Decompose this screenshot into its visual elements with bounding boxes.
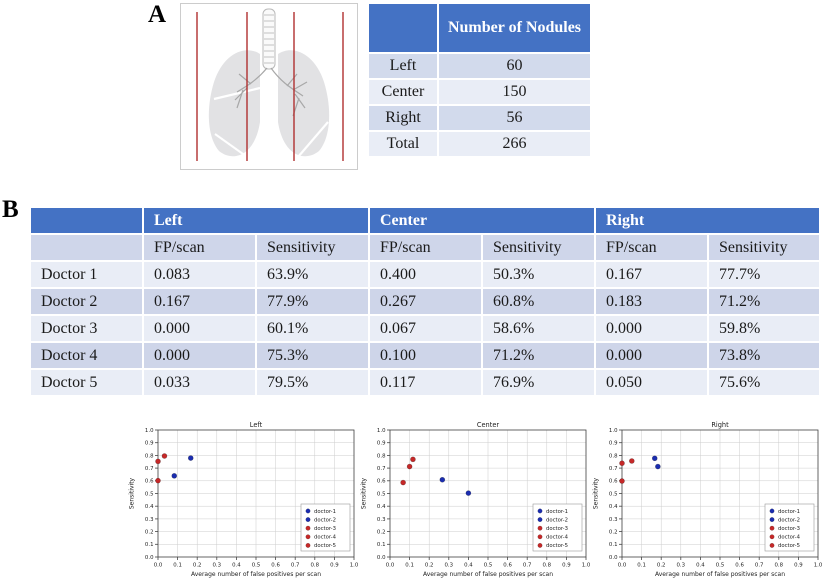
value-cell: 0.000 xyxy=(595,315,708,342)
panel-b-label: B xyxy=(2,196,19,223)
value-cell: 60.8% xyxy=(482,288,595,315)
x-tick-label: 1.0 xyxy=(813,562,822,569)
y-tick-label: 0.3 xyxy=(608,516,618,523)
legend-label: doctor-4 xyxy=(546,534,568,541)
table-row xyxy=(368,105,591,131)
table-row xyxy=(368,79,591,105)
value-cell: 0.167 xyxy=(595,261,708,288)
y-tick-label: 0.5 xyxy=(608,491,618,498)
x-tick-label: 0.0 xyxy=(617,562,627,569)
value-cell: 56 xyxy=(438,105,591,131)
scatter-plot-center xyxy=(358,420,590,583)
doctor-performance-table xyxy=(30,207,820,396)
scatter-chart-svg xyxy=(590,420,822,583)
y-tick-label: 0.8 xyxy=(608,453,618,460)
legend-label: doctor-3 xyxy=(778,526,800,532)
chart-title: Left xyxy=(249,421,263,429)
group-header-center: Center xyxy=(369,207,595,234)
value-cell: 266 xyxy=(438,131,591,157)
data-point xyxy=(172,473,177,478)
y-tick-label: 0.6 xyxy=(144,478,154,485)
legend-marker xyxy=(538,535,542,539)
data-point xyxy=(410,457,415,462)
y-tick-label: 0.1 xyxy=(608,542,618,549)
sub-header-cell: FP/scan xyxy=(595,234,708,261)
data-point xyxy=(401,480,406,485)
y-tick-label: 0.1 xyxy=(376,542,386,549)
value-cell: 77.9% xyxy=(256,288,369,315)
x-tick-label: 0.6 xyxy=(503,562,512,569)
group-header-row xyxy=(30,207,820,234)
x-tick-label: 0.9 xyxy=(330,562,339,569)
value-cell: 0.100 xyxy=(369,342,482,369)
right-lung-shape xyxy=(278,50,329,156)
y-tick-label: 0.9 xyxy=(144,440,154,447)
sub-header-cell: FP/scan xyxy=(143,234,256,261)
value-cell: 0.067 xyxy=(369,315,482,342)
x-tick-label: 0.3 xyxy=(444,562,454,569)
data-point xyxy=(655,464,660,469)
x-tick-label: 0.7 xyxy=(522,562,532,569)
data-point xyxy=(629,458,634,463)
scatter-chart-svg xyxy=(126,420,358,583)
value-cell: 77.7% xyxy=(708,261,820,288)
value-cell: 59.8% xyxy=(708,315,820,342)
y-tick-label: 0.4 xyxy=(608,504,618,511)
y-tick-label: 1.0 xyxy=(144,427,154,434)
table-row xyxy=(368,131,591,157)
x-tick-label: 0.7 xyxy=(290,562,300,569)
data-point xyxy=(620,479,625,484)
legend-label: doctor-1 xyxy=(314,508,336,515)
legend-marker xyxy=(538,517,542,521)
table-row xyxy=(30,369,820,396)
x-tick-label: 0.4 xyxy=(232,562,241,569)
corner-cell xyxy=(368,3,438,53)
y-tick-label: 0.8 xyxy=(376,453,386,460)
scatter-chart-svg xyxy=(358,420,590,583)
y-tick-label: 0.6 xyxy=(376,478,386,485)
x-tick-label: 0.3 xyxy=(676,562,686,569)
legend-marker xyxy=(306,509,310,513)
y-tick-label: 0.3 xyxy=(144,516,154,523)
data-point xyxy=(440,477,445,482)
value-cell: 0.117 xyxy=(369,369,482,396)
corner-cell xyxy=(30,234,143,261)
corner-cell xyxy=(30,207,143,234)
x-tick-label: 0.8 xyxy=(774,562,784,569)
nodule-count-table xyxy=(368,3,591,157)
value-cell: 75.3% xyxy=(256,342,369,369)
legend-label: doctor-2 xyxy=(314,517,336,524)
legend-label: doctor-1 xyxy=(778,508,800,515)
legend-marker xyxy=(306,526,310,530)
table-row xyxy=(30,288,820,315)
value-cell: 0.050 xyxy=(595,369,708,396)
legend-label: doctor-5 xyxy=(546,543,568,550)
x-tick-label: 0.4 xyxy=(464,562,473,569)
y-axis-label: Sensitivity xyxy=(128,477,136,510)
value-cell: 0.000 xyxy=(595,342,708,369)
table-header-row xyxy=(368,3,591,53)
y-tick-label: 0.6 xyxy=(608,478,618,485)
x-tick-label: 0.8 xyxy=(542,562,552,569)
data-point xyxy=(156,459,161,464)
y-tick-label: 0.5 xyxy=(376,491,386,498)
legend-marker xyxy=(770,543,774,547)
data-point xyxy=(407,464,412,469)
table-row xyxy=(368,53,591,79)
x-tick-label: 0.6 xyxy=(735,562,744,569)
legend-marker xyxy=(538,526,542,530)
y-tick-label: 1.0 xyxy=(608,427,618,434)
legend-marker xyxy=(770,535,774,539)
value-cell: 79.5% xyxy=(256,369,369,396)
value-cell: 0.033 xyxy=(143,369,256,396)
x-tick-label: 0.1 xyxy=(405,562,414,569)
doctor-cell: Doctor 3 xyxy=(30,315,143,342)
chart-title: Right xyxy=(711,421,729,429)
legend-label: doctor-3 xyxy=(314,526,336,532)
doctor-cell: Doctor 4 xyxy=(30,342,143,369)
data-point xyxy=(188,456,193,461)
x-tick-label: 1.0 xyxy=(349,562,358,569)
y-tick-label: 0.9 xyxy=(376,440,386,447)
scatter-plot-left xyxy=(126,420,358,583)
legend-label: doctor-5 xyxy=(778,543,800,550)
x-tick-label: 0.0 xyxy=(153,562,163,569)
legend-label: doctor-5 xyxy=(314,543,336,550)
value-cell: 0.083 xyxy=(143,261,256,288)
value-cell: 0.000 xyxy=(143,315,256,342)
x-tick-label: 0.6 xyxy=(271,562,280,569)
y-tick-label: 0.0 xyxy=(376,554,386,561)
region-cell: Left xyxy=(368,53,438,79)
scatter-plot-right xyxy=(590,420,822,583)
y-tick-label: 0.7 xyxy=(376,466,386,472)
legend-marker xyxy=(538,543,542,547)
value-cell: 0.167 xyxy=(143,288,256,315)
value-cell: 76.9% xyxy=(482,369,595,396)
x-axis-label: Average number of false positives per scan xyxy=(654,571,786,578)
legend-label: doctor-4 xyxy=(314,534,336,541)
value-cell: 0.000 xyxy=(143,342,256,369)
value-cell: 50.3% xyxy=(482,261,595,288)
x-tick-label: 0.5 xyxy=(251,562,261,569)
froc-plots-row xyxy=(126,420,824,584)
legend-marker xyxy=(306,535,310,539)
y-tick-label: 0.5 xyxy=(144,491,154,498)
y-tick-label: 0.9 xyxy=(608,440,618,447)
y-tick-label: 0.0 xyxy=(144,554,154,561)
sub-header-cell: FP/scan xyxy=(369,234,482,261)
x-tick-label: 1.0 xyxy=(581,562,590,569)
data-point xyxy=(620,461,625,466)
sub-header-cell: Sensitivity xyxy=(708,234,820,261)
region-cell: Right xyxy=(368,105,438,131)
x-tick-label: 0.7 xyxy=(754,562,764,569)
legend-label: doctor-3 xyxy=(546,526,568,532)
data-point xyxy=(466,491,471,496)
value-header-cell: Number of Nodules xyxy=(438,3,591,53)
doctor-cell: Doctor 5 xyxy=(30,369,143,396)
x-tick-label: 0.2 xyxy=(192,562,202,569)
y-tick-label: 0.3 xyxy=(376,516,386,523)
y-axis-label: Sensitivity xyxy=(360,477,368,510)
legend-label: doctor-2 xyxy=(546,517,568,524)
value-cell: 0.267 xyxy=(369,288,482,315)
value-cell: 0.183 xyxy=(595,288,708,315)
value-cell: 71.2% xyxy=(482,342,595,369)
y-tick-label: 0.4 xyxy=(144,504,154,511)
doctor-cell: Doctor 2 xyxy=(30,288,143,315)
x-tick-label: 0.1 xyxy=(173,562,182,569)
y-tick-label: 1.0 xyxy=(376,427,386,434)
x-tick-label: 0.2 xyxy=(424,562,434,569)
value-cell: 75.6% xyxy=(708,369,820,396)
panel-a-label: A xyxy=(148,1,167,28)
legend-marker xyxy=(770,509,774,513)
legend-label: doctor-2 xyxy=(778,517,800,524)
y-tick-label: 0.2 xyxy=(608,529,618,536)
value-cell: 63.9% xyxy=(256,261,369,288)
x-tick-label: 0.0 xyxy=(385,562,395,569)
sub-header-cell: Sensitivity xyxy=(482,234,595,261)
value-cell: 71.2% xyxy=(708,288,820,315)
group-header-right: Right xyxy=(595,207,820,234)
value-cell: 60.1% xyxy=(256,315,369,342)
x-tick-label: 0.3 xyxy=(212,562,222,569)
data-point xyxy=(162,454,167,459)
value-cell: 0.400 xyxy=(369,261,482,288)
x-tick-label: 0.9 xyxy=(794,562,803,569)
x-tick-label: 0.5 xyxy=(715,562,725,569)
legend-marker xyxy=(538,509,542,513)
sub-header-row xyxy=(30,234,820,261)
y-tick-label: 0.4 xyxy=(376,504,386,511)
group-header-left: Left xyxy=(143,207,369,234)
legend-marker xyxy=(306,543,310,547)
x-axis-label: Average number of false positives per scan xyxy=(190,571,322,578)
table-row xyxy=(30,315,820,342)
sub-header-cell: Sensitivity xyxy=(256,234,369,261)
x-tick-label: 0.5 xyxy=(483,562,493,569)
y-tick-label: 0.2 xyxy=(376,529,386,536)
legend-label: doctor-4 xyxy=(778,534,800,541)
x-tick-label: 0.8 xyxy=(310,562,320,569)
data-point xyxy=(652,456,657,461)
value-cell: 58.6% xyxy=(482,315,595,342)
doctor-cell: Doctor 1 xyxy=(30,261,143,288)
value-cell: 60 xyxy=(438,53,591,79)
legend-marker xyxy=(770,526,774,530)
lung-diagram-svg xyxy=(181,4,357,169)
region-cell: Center xyxy=(368,79,438,105)
x-axis-label: Average number of false positives per scan xyxy=(422,571,554,578)
x-tick-label: 0.1 xyxy=(637,562,646,569)
value-cell: 150 xyxy=(438,79,591,105)
legend-label: doctor-1 xyxy=(546,508,568,515)
legend-marker xyxy=(770,517,774,521)
table-row xyxy=(30,342,820,369)
y-axis-label: Sensitivity xyxy=(592,477,600,510)
legend-marker xyxy=(306,517,310,521)
data-point xyxy=(156,478,161,483)
x-tick-label: 0.9 xyxy=(562,562,571,569)
y-tick-label: 0.7 xyxy=(144,466,154,472)
left-lung-shape xyxy=(209,50,260,156)
region-cell: Total xyxy=(368,131,438,157)
chart-title: Center xyxy=(476,421,500,429)
y-tick-label: 0.8 xyxy=(144,453,154,460)
table-row xyxy=(30,261,820,288)
y-tick-label: 0.7 xyxy=(608,466,618,472)
y-tick-label: 0.2 xyxy=(144,529,154,536)
x-tick-label: 0.4 xyxy=(696,562,705,569)
value-cell: 73.8% xyxy=(708,342,820,369)
lung-diagram xyxy=(180,3,358,170)
x-tick-label: 0.2 xyxy=(656,562,666,569)
y-tick-label: 0.0 xyxy=(608,554,618,561)
y-tick-label: 0.1 xyxy=(144,542,154,549)
